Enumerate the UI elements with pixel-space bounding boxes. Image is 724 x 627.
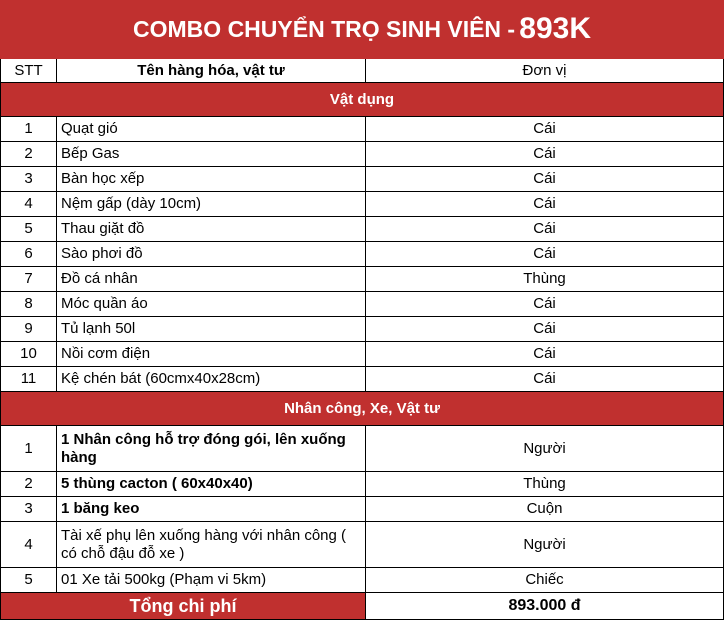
stt-cell: 2	[1, 142, 57, 167]
item-name-cell: Thau giặt đồ	[57, 217, 366, 242]
stt-cell: 6	[1, 242, 57, 267]
table-row	[1, 568, 724, 593]
item-name-cell: Sào phơi đồ	[57, 242, 366, 267]
item-name-cell: 5 thùng cacton ( 60x40x40)	[57, 472, 366, 497]
table-row	[1, 317, 724, 342]
stt-cell: 9	[1, 317, 57, 342]
item-name-cell: Bếp Gas	[57, 142, 366, 167]
item-name-cell: Tủ lạnh 50l	[57, 317, 366, 342]
stt-cell: 7	[1, 267, 57, 292]
stt-cell: 8	[1, 292, 57, 317]
table-row	[1, 167, 724, 192]
unit-cell: Cái	[366, 367, 724, 392]
item-name-cell: Tài xế phụ lên xuống hàng với nhân công ( có chỗ đậu đỗ xe )	[57, 522, 366, 568]
item-name-cell: 1 băng keo	[57, 497, 366, 522]
item-name-cell: Móc quần áo	[57, 292, 366, 317]
column-header-row	[1, 59, 724, 83]
stt-cell: 5	[1, 568, 57, 593]
item-name-cell: Bàn học xếp	[57, 167, 366, 192]
stt-cell: 1	[1, 117, 57, 142]
title-price: 893K	[519, 12, 591, 46]
unit-cell: Cuộn	[366, 497, 724, 522]
section-title: Vật dụng	[1, 83, 724, 117]
unit-cell: Người	[366, 426, 724, 472]
stt-cell: 10	[1, 342, 57, 367]
table-row	[1, 217, 724, 242]
table-row	[1, 342, 724, 367]
section-header-nhan-cong	[1, 392, 724, 426]
unit-cell: Chiếc	[366, 568, 724, 593]
stt-cell: 3	[1, 497, 57, 522]
table-row	[1, 497, 724, 522]
table-row	[1, 267, 724, 292]
unit-cell: Cái	[366, 167, 724, 192]
item-name-cell: 01 Xe tải 500kg (Phạm vi 5km)	[57, 568, 366, 593]
unit-cell: Cái	[366, 292, 724, 317]
section-header-vat-dung	[1, 83, 724, 117]
table-row	[1, 142, 724, 167]
stt-cell: 4	[1, 192, 57, 217]
page-title	[1, 1, 724, 59]
unit-cell: Người	[366, 522, 724, 568]
item-name-cell: Nồi cơm điện	[57, 342, 366, 367]
table-row	[1, 522, 724, 568]
total-value: 893.000 đ	[366, 593, 724, 620]
stt-cell: 11	[1, 367, 57, 392]
unit-cell: Cái	[366, 342, 724, 367]
unit-cell: Thùng	[366, 267, 724, 292]
unit-cell: Cái	[366, 317, 724, 342]
unit-cell: Cái	[366, 117, 724, 142]
table-row	[1, 367, 724, 392]
title-text: COMBO CHUYỂN TRỌ SINH VIÊN -	[133, 16, 516, 43]
stt-cell: 4	[1, 522, 57, 568]
section-title: Nhân công, Xe, Vật tư	[1, 392, 724, 426]
unit-cell: Cái	[366, 142, 724, 167]
stt-cell: 3	[1, 167, 57, 192]
unit-cell: Cái	[366, 217, 724, 242]
total-label: Tổng chi phí	[1, 593, 366, 620]
item-name-cell: Kệ chén bát (60cmx40x28cm)	[57, 367, 366, 392]
table-row	[1, 117, 724, 142]
total-row	[1, 593, 724, 620]
header-name: Tên hàng hóa, vật tư	[57, 59, 366, 83]
table-row	[1, 472, 724, 497]
stt-cell: 2	[1, 472, 57, 497]
unit-cell: Thùng	[366, 472, 724, 497]
table-row	[1, 292, 724, 317]
unit-cell: Cái	[366, 242, 724, 267]
header-unit: Đơn vị	[366, 59, 724, 83]
stt-cell: 5	[1, 217, 57, 242]
header-stt: STT	[1, 59, 57, 83]
table-row	[1, 192, 724, 217]
title-row	[1, 1, 724, 59]
item-name-cell: Quạt gió	[57, 117, 366, 142]
table-row	[1, 242, 724, 267]
stt-cell: 1	[1, 426, 57, 472]
table-row	[1, 426, 724, 472]
item-name-cell: 1 Nhân công hỗ trợ đóng gói, lên xuống hàng	[57, 426, 366, 472]
item-name-cell: Nệm gấp (dày 10cm)	[57, 192, 366, 217]
unit-cell: Cái	[366, 192, 724, 217]
item-name-cell: Đồ cá nhân	[57, 267, 366, 292]
